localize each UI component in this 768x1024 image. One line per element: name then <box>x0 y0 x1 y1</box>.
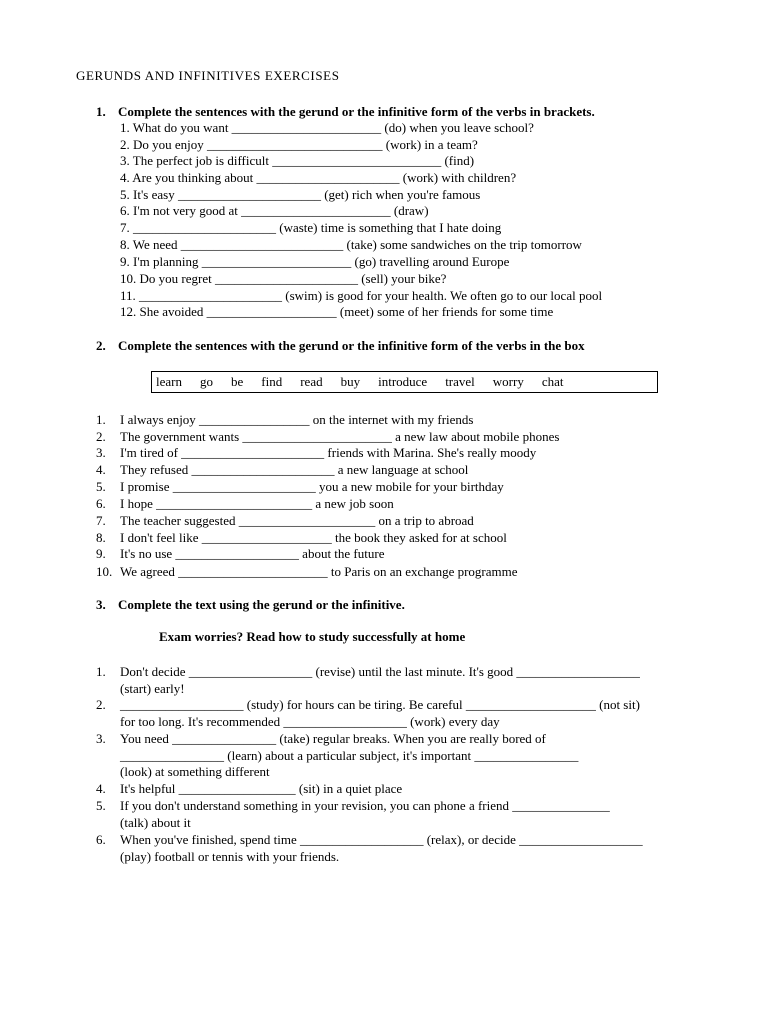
word-box-word: go <box>199 374 213 389</box>
s3-item-line: (start) early! <box>120 681 185 696</box>
s2-item-text: I promise ______________________ you a new mobile for your birthday <box>120 479 504 494</box>
section1-heading <box>96 104 595 120</box>
s3-item-number: 4. <box>96 781 106 796</box>
s1-line: 8. We need _________________________ (take) some sandwiches on the trip tomorrow <box>120 237 582 252</box>
s1-line: 11. ______________________ (swim) is good for your health. We often go to our local pool <box>120 288 603 303</box>
s1-line: 3. The perfect job is difficult __________________________ (find) <box>120 153 475 168</box>
section2-number: 2. <box>96 338 106 353</box>
s3-item-line: (look) at something different <box>120 764 270 779</box>
s2-item-number: 6. <box>96 496 106 511</box>
word-box-word: worry <box>492 374 524 389</box>
s3-item-line: Don't decide ___________________ (revise) until the last minute. It's good ___________________ <box>120 664 640 679</box>
s1-line: 1. What do you want _______________________ (do) when you leave school? <box>120 120 534 135</box>
s2-item-number: 4. <box>96 462 106 477</box>
s2-item-text: I hope ________________________ a new job soon <box>120 496 394 511</box>
s2-item-text: The government wants _______________________ a new law about mobile phones <box>120 429 560 444</box>
s1-line: 12. She avoided ____________________ (meet) some of her friends for some time <box>120 304 554 319</box>
s3-item-line: You need ________________ (take) regular breaks. When you are really bored of <box>120 731 546 746</box>
s2-item-text: We agreed _______________________ to Paris on an exchange programme <box>120 564 518 579</box>
word-box-word: find <box>261 374 283 389</box>
section2-heading-text: Complete the sentences with the gerund or the infinitive form of the verbs in the box <box>118 338 585 353</box>
s2-item-text: I always enjoy _________________ on the internet with my friends <box>120 412 474 427</box>
s3-item-line: ___________________ (study) for hours can be tiring. Be careful ____________________ (not sit) <box>120 697 640 712</box>
section3-heading <box>96 597 405 613</box>
s2-item-number: 8. <box>96 530 106 545</box>
word-box-word: learn <box>156 374 182 389</box>
s2-item-number: 1. <box>96 412 106 427</box>
s2-item-number: 2. <box>96 429 106 444</box>
s2-item-number: 10. <box>96 564 113 579</box>
s3-item-number: 5. <box>96 798 106 813</box>
s2-item-text: The teacher suggested _____________________ on a trip to abroad <box>120 513 474 528</box>
s1-line: 4. Are you thinking about ______________________ (work) with children? <box>120 170 517 185</box>
text-subtitle: Exam worries? Read how to study successfully at home <box>159 629 466 644</box>
s2-item-number: 3. <box>96 445 106 460</box>
s3-item-line: When you've finished, spend time ___________________ (relax), or decide ___________________ <box>120 832 643 847</box>
page-title: GERUNDS AND INFINITIVES EXERCISES <box>76 68 340 83</box>
s2-item-number: 5. <box>96 479 106 494</box>
s2-item-text: I'm tired of ______________________ friends with Marina. She's really moody <box>120 445 537 460</box>
s2-item-text: It's no use ___________________ about the future <box>120 546 385 561</box>
s2-item-number: 7. <box>96 513 106 528</box>
s3-item-line: ________________ (learn) about a particular subject, it's important ________________ <box>120 748 579 763</box>
s3-item-line: (play) football or tennis with your friends. <box>120 849 340 864</box>
section3-number: 3. <box>96 597 106 612</box>
s1-line: 9. I'm planning _______________________ (go) travelling around Europe <box>120 254 510 269</box>
word-box-word: introduce <box>378 374 428 389</box>
word-box-word: travel <box>445 374 475 389</box>
section1-number: 1. <box>96 104 106 119</box>
s2-item-number: 9. <box>96 546 106 561</box>
s3-item-line: (talk) about it <box>120 815 191 830</box>
s2-item-text: I don't feel like ____________________ the book they asked for at school <box>120 530 507 545</box>
section1-heading-text: Complete the sentences with the gerund or the infinitive form of the verbs in brackets. <box>118 104 595 119</box>
s3-item-number: 1. <box>96 664 106 679</box>
s3-item-line: If you don't understand something in your revision, you can phone a friend _______________ <box>120 798 610 813</box>
section3-heading-text: Complete the text using the gerund or the infinitive. <box>118 597 405 612</box>
s3-item-line: It's helpful __________________ (sit) in a quiet place <box>120 781 403 796</box>
s2-item-text: They refused ______________________ a new language at school <box>120 462 469 477</box>
section2-heading <box>96 338 585 354</box>
s3-item-number: 3. <box>96 731 106 746</box>
s3-item-number: 2. <box>96 697 106 712</box>
word-box-word: chat <box>541 374 564 389</box>
s3-item-line: for too long. It's recommended ___________________ (work) every day <box>120 714 500 729</box>
word-box-word: be <box>230 374 244 389</box>
word-box-word: read <box>300 374 323 389</box>
s1-line: 5. It's easy ______________________ (get) rich when you're famous <box>120 187 481 202</box>
word-box-word: buy <box>340 374 361 389</box>
s1-line: 10. Do you regret ______________________ (sell) your bike? <box>120 271 447 286</box>
s3-item-number: 6. <box>96 832 106 847</box>
s1-line: 7. ______________________ (waste) time is something that I hate doing <box>120 220 502 235</box>
s1-line: 2. Do you enjoy ___________________________ (work) in a team? <box>120 137 478 152</box>
s1-line: 6. I'm not very good at _______________________ (draw) <box>120 203 429 218</box>
word-box <box>151 371 658 393</box>
